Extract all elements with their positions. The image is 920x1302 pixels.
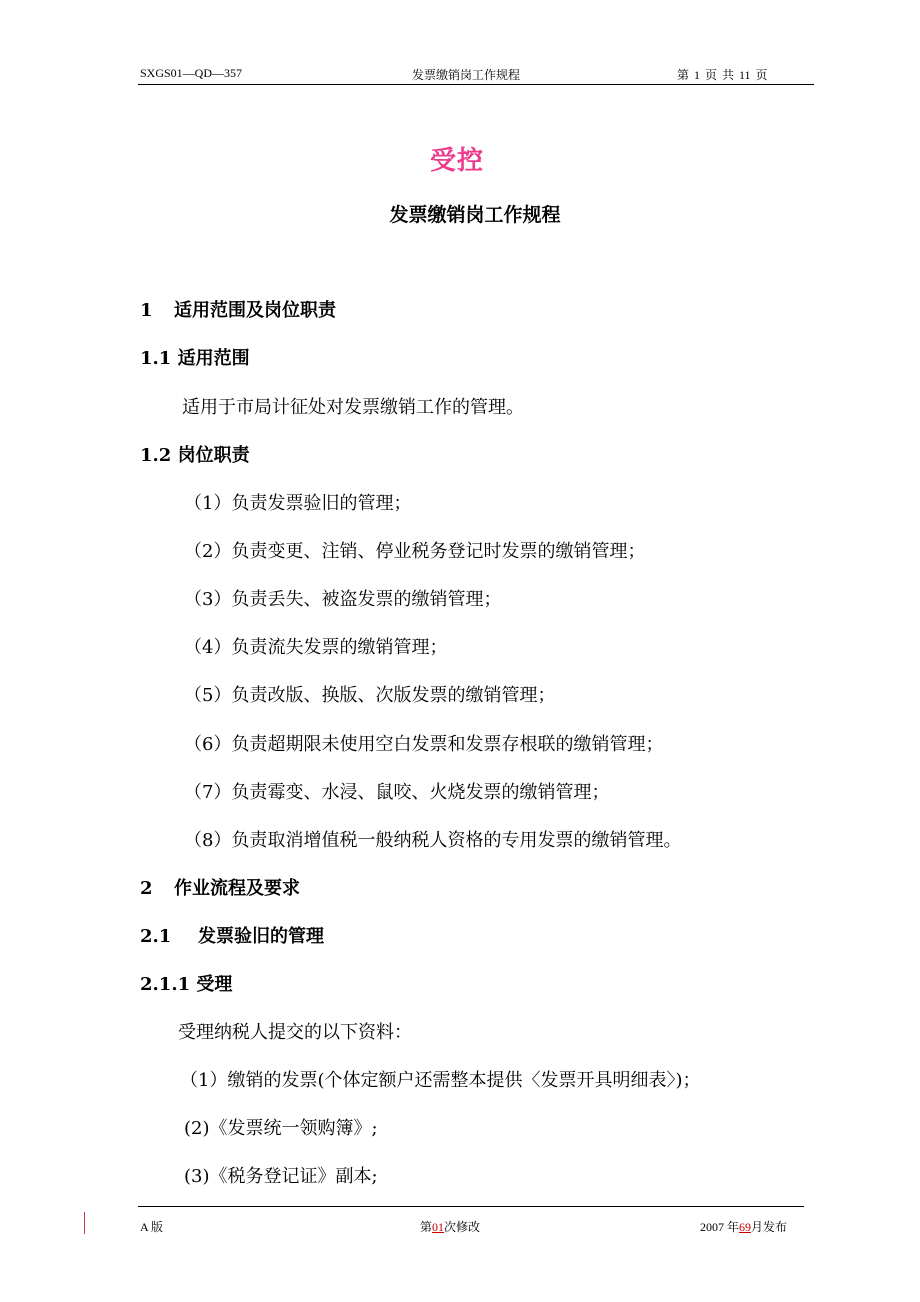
footer-rev-number: 01 <box>432 1220 445 1234</box>
duty-item: （2）负责变更、注销、停业税务登记时发票的缴销管理； <box>184 541 646 562</box>
section-1-2-heading: 1.2 岗位职责 <box>140 445 250 466</box>
section-1-1-heading: 1.1 适用范围 <box>140 348 250 369</box>
document-title: 发票缴销岗工作规程 <box>389 204 561 226</box>
duty-item: （1）负责发票验旧的管理； <box>184 493 412 514</box>
section-1-1-text: 适用于市局计征处对发票缴销工作的管理。 <box>182 397 524 418</box>
footer-date-prefix: 2007 年 <box>700 1220 740 1234</box>
section-2-1-heading <box>140 922 324 948</box>
section-2-1-1-text: 受理纳税人提交的以下资料： <box>178 1022 412 1043</box>
header-doc-code: SXGS01—QD—357 <box>140 66 243 80</box>
footer-rev-prefix: 第 <box>420 1220 433 1234</box>
duty-item: （5）负责改版、换版、次版发票的缴销管理； <box>184 685 556 706</box>
section-2-title: 作业流程及要求 <box>174 878 300 899</box>
section-1-number: 1 <box>140 300 153 321</box>
duty-item: （6）负责超期限未使用空白发票和发票存根联的缴销管理； <box>184 734 664 755</box>
section-2-number: 2 <box>140 878 153 899</box>
footer-rev-suffix: 次修改 <box>444 1220 481 1234</box>
footer-date-suffix: 月发布 <box>751 1220 788 1234</box>
footer-date-month: 69 <box>739 1220 752 1234</box>
section-2-heading <box>140 874 300 900</box>
footer-release-date <box>700 1218 787 1235</box>
material-item: (3)《税务登记证》副本; <box>184 1166 378 1187</box>
section-2-1-number: 2.1 <box>140 926 172 947</box>
footer-revision <box>420 1218 480 1235</box>
section-1-heading <box>140 296 336 322</box>
header-rule <box>138 84 814 85</box>
section-2-1-title: 发票验旧的管理 <box>198 926 324 947</box>
controlled-stamp: 受控 <box>430 146 485 176</box>
duty-item: （3）负责丢失、被盗发票的缴销管理； <box>184 589 502 610</box>
material-item: （1）缴销的发票(个体定额户还需整本提供〈发票开具明细表〉)； <box>180 1070 701 1091</box>
section-2-1-1-heading: 2.1.1 受理 <box>140 974 233 995</box>
duty-item: （4）负责流失发票的缴销管理； <box>184 637 448 658</box>
duty-item: （8）负责取消增值税一般纳税人资格的专用发票的缴销管理。 <box>184 830 682 851</box>
footer-rule <box>138 1206 804 1207</box>
duty-item: （7）负责霉变、水浸、鼠咬、火烧发票的缴销管理； <box>184 782 610 803</box>
header-title: 发票缴销岗工作规程 <box>412 68 521 82</box>
material-item: (2)《发票统一领购簿》; <box>184 1118 378 1139</box>
section-1-title: 适用范围及岗位职责 <box>174 300 336 321</box>
footer-version: A 版 <box>140 1220 164 1234</box>
revision-margin-mark <box>84 1212 85 1234</box>
header-page-info: 第 1 页 共 11 页 <box>677 68 768 82</box>
